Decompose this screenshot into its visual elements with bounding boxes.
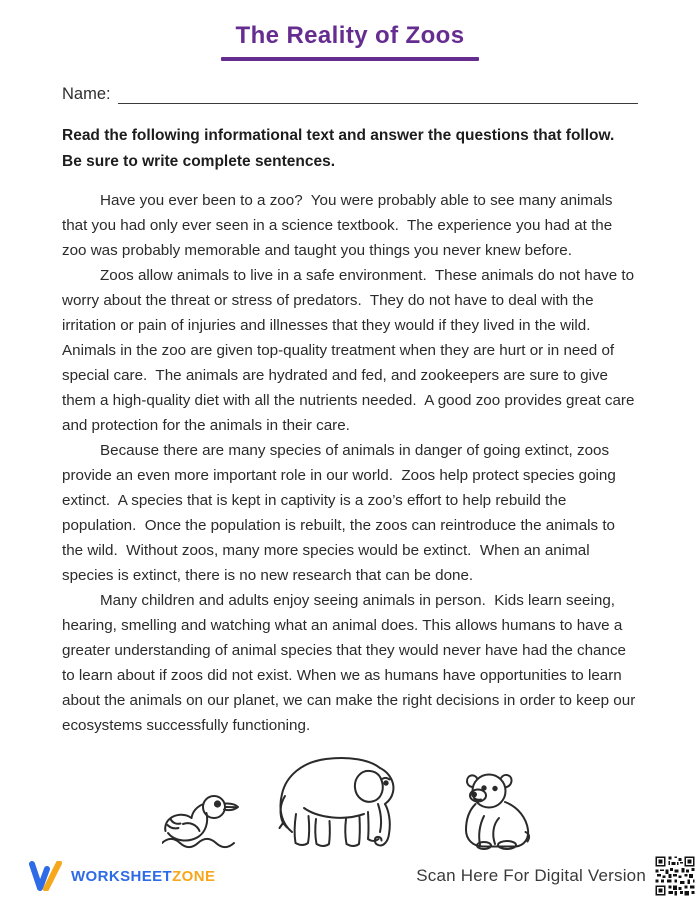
page-title: The Reality of Zoos bbox=[235, 22, 465, 49]
article-paragraph-1: Have you ever been to a zoo? You were probably able to see many animals that you had only ever seen in a science textbook. The experience you had at the zoo was probably memorable and taught you things you never knew before. bbox=[62, 192, 617, 259]
footer bbox=[0, 852, 700, 906]
duck-illustration-icon bbox=[162, 790, 240, 852]
logo-text bbox=[71, 868, 215, 885]
article-paragraph-2: Zoos allow animals to live in a safe environment. These animals do not have to worry about the threat or stress of predators. They do not have to deal with the irritation or pain of injuries and illnesses that they would if they lived in the wild. Animals in the zoo are given top-quality treatment when they are hurt or in need of special care. The animals are hydrated and fed, and zookeepers are sure to give them a high-quality diet with all the nutrients needed. A good zoo provides great care and protection for the animals in their care. bbox=[62, 267, 639, 434]
animal-illustrations bbox=[0, 738, 700, 852]
instructions-text: Read the following informational text and answer the questions that follow. Be sure to write complete sentences. bbox=[62, 127, 623, 170]
name-row bbox=[62, 85, 638, 104]
article-paragraph-4: Many children and adults enjoy seeing animals in person. Kids learn seeing, hearing, smelling and watching what an animal does. This allows humans to have a greater understanding of animal species that they would never have had the chance to learn about if zoos did not exist. When we as humans have opportunities to learn about the animals on our planet, we can make the right decisions in order to keep our ecosystems successfully functioning. bbox=[62, 592, 640, 734]
logo-text-zone: ZONE bbox=[172, 867, 216, 885]
title-underline bbox=[221, 57, 479, 61]
bear-illustration-icon bbox=[450, 766, 538, 852]
worksheetzone-logo bbox=[28, 861, 215, 891]
w-logo-icon bbox=[28, 861, 64, 891]
name-label: Name: bbox=[62, 85, 111, 103]
elephant-illustration-icon bbox=[276, 748, 414, 852]
scan-here-label: Scan Here For Digital Version bbox=[416, 866, 646, 885]
article-body bbox=[62, 188, 638, 738]
logo-text-worksheet: WORKSHEET bbox=[71, 867, 173, 885]
name-blank-line[interactable] bbox=[118, 85, 638, 104]
article-paragraph-3: Because there are many species of animals in danger of going extinct, zoos provide an even more important role in our world. Zoos help protect species going extinct. A species that is kept in captivity is a zoo’s effort to help rebuild the population. Once the population is rebuilt, the zoos can reintroduce the animals to the wild. Without zoos, many more species would be extinct. When an animal species is extinct, there is no new research that can be done. bbox=[62, 442, 621, 584]
scan-group bbox=[416, 855, 696, 897]
qr-code-icon bbox=[654, 855, 696, 897]
